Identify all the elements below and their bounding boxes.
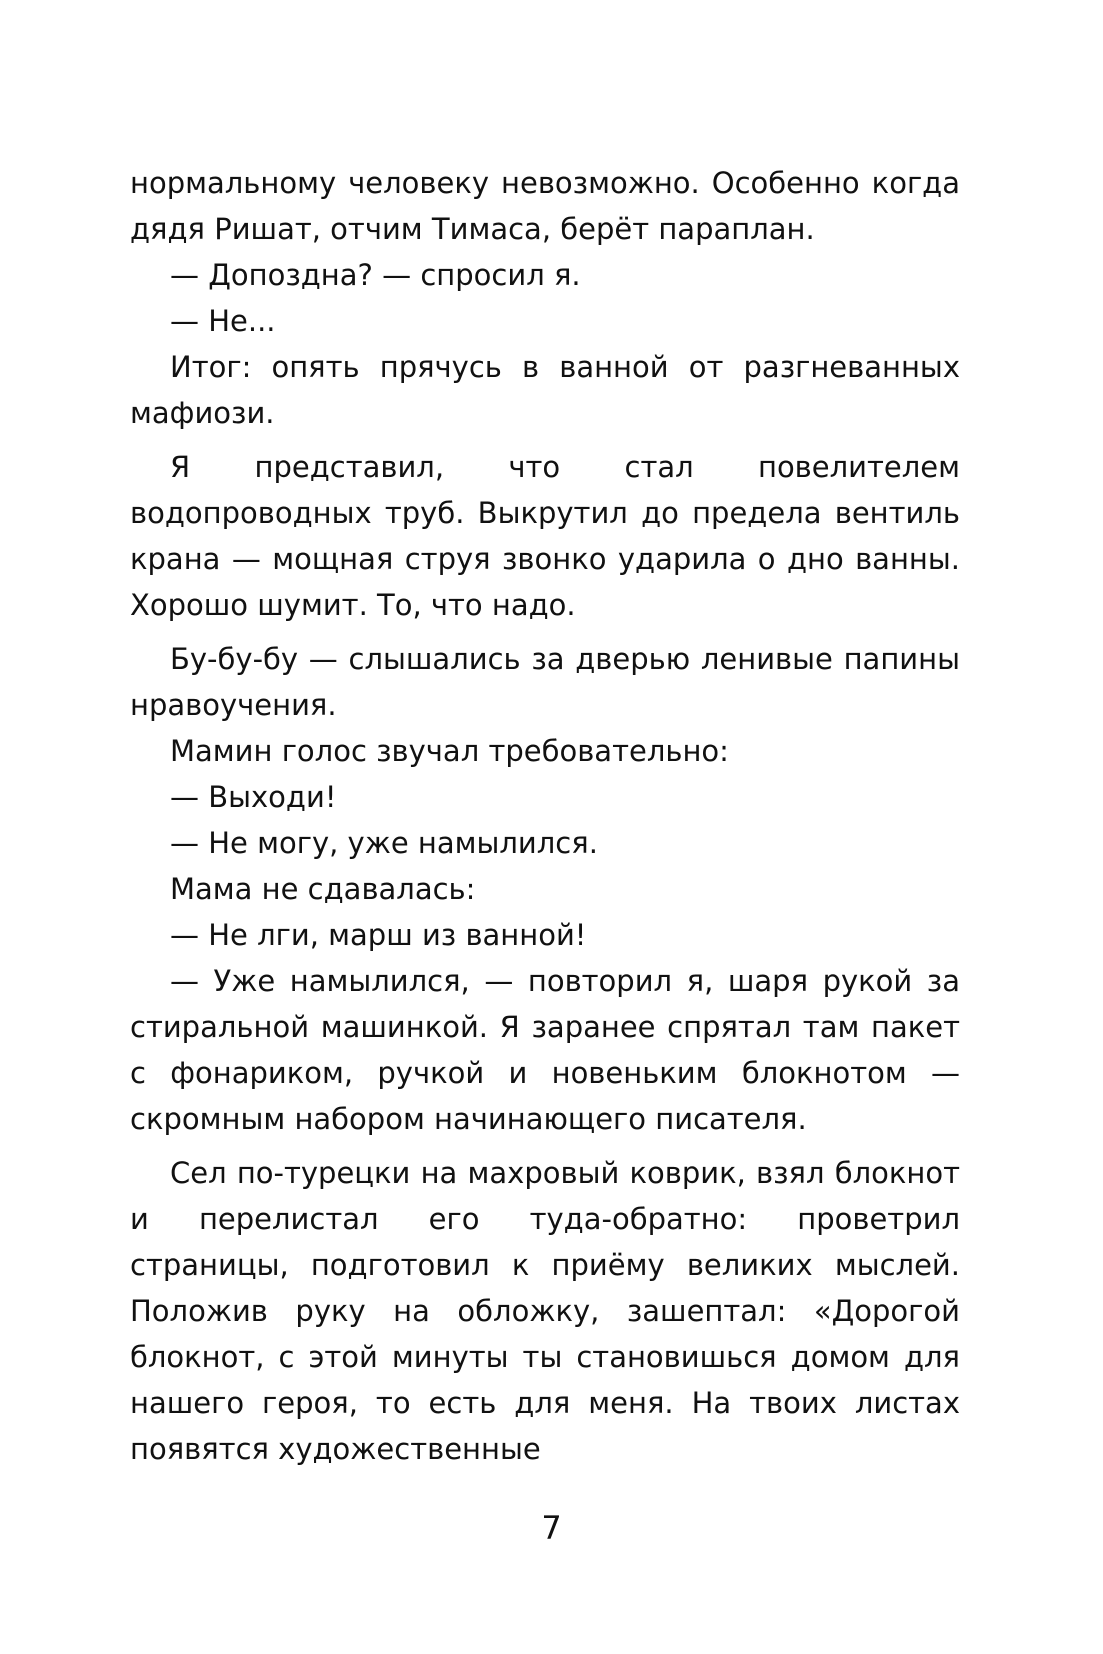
paragraph-5: Я представил, что стал повелителем водопроводных труб. Выкрутил до предела вентиль крана — мощная струя звонко ударила о дно ванны. Хорошо шумит. То, что надо. (130, 450, 960, 622)
paragraph-4: Итог: опять прячусь в ванной от разгневанных мафиози. (130, 350, 960, 430)
paragraph-13: Сел по-турецки на махровый коврик, взял блокнот и перелистал его туда-обратно: проветрил страницы, подготовил к приёму великих мыслей. Положив руку на обложку, зашептал: «Дорогой блокнот, с этой минуты ты становишься домом для нашего героя, то есть для меня. На твоих листах появятся художественные (130, 1156, 960, 1466)
paragraph-2: — Допоздна? — спросил я. (170, 258, 581, 292)
paragraph-7: Мамин голос звучал требовательно: (170, 734, 729, 768)
paragraph-1: нормальному человеку невозможно. Особенно когда дядя Ришат, отчим Тимаса, берёт параплан. (130, 166, 960, 246)
paragraph-3: — Не... (170, 304, 276, 338)
paragraph-8: — Выходи! (170, 780, 337, 814)
paragraph-11: — Не лги, марш из ванной! (170, 918, 587, 952)
paragraph-6: Бу-бу-бу — слышались за дверью ленивые папины нравоучения. (130, 642, 960, 722)
paragraph-10: Мама не сдавалась: (170, 872, 476, 906)
page-number: 7 (541, 1509, 562, 1547)
body-text (130, 160, 960, 1472)
paragraph-12: — Уже намылился, — повторил я, шаря рукой за стиральной машинкой. Я заранее спрятал там пакет с фонариком, ручкой и новеньким блокнотом — скромным набором начинающего писателя. (130, 964, 960, 1136)
paragraph-9: — Не могу, уже намылился. (170, 826, 598, 860)
